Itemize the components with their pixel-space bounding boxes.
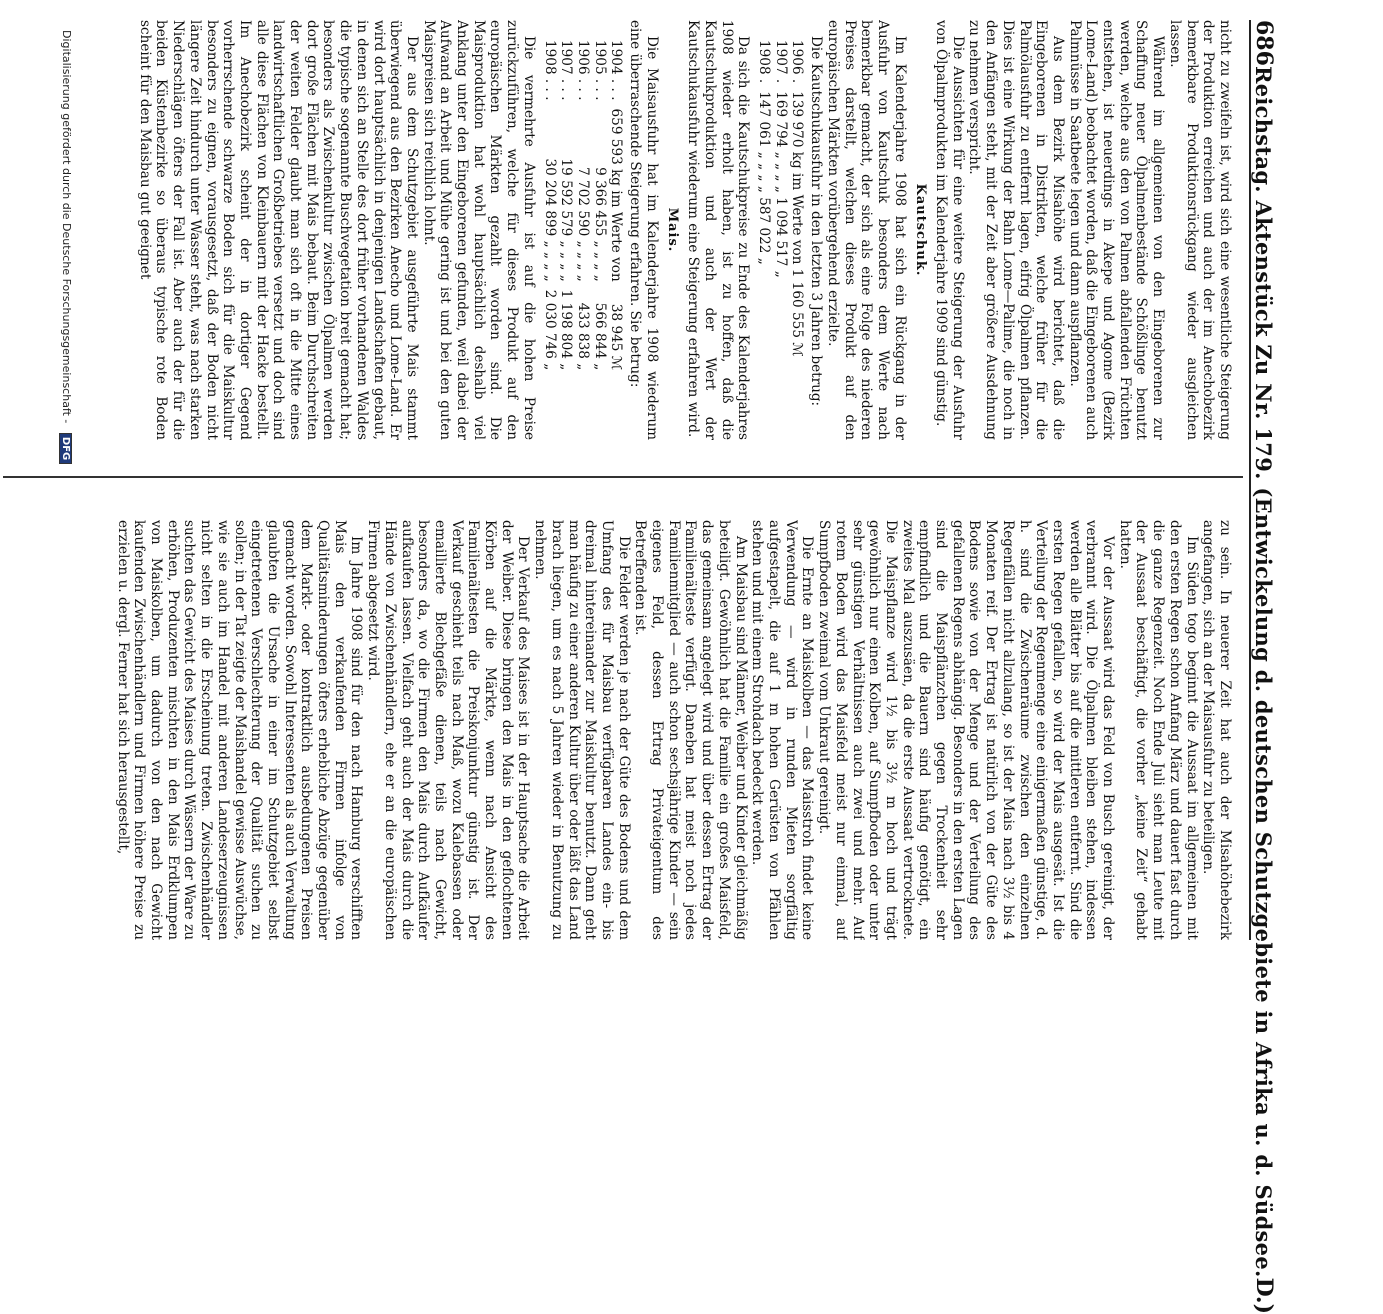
- page-title-suffix: D.): [1251, 1277, 1277, 1314]
- paragraph: Der Verkauf des Maises ist in der Hauptsache die Arbeit der Weiber. Diese bringen den Mais in den geflochtenen Körben auf die Märkte, wenn nach Ansicht des Familienältesten die Preiskonjunktur günstig ist. Der Verkauf geschieht teils nach Maß, wozu Kalebassen oder emaillierte Blechgefäße dienen, teils nach Gewicht, besonders da, wo die Firmen den Mais durch Aufkäufer aufkaufen lassen. Vielfach geht auch der Mais durch die Hände von Zwischenhändlern, ehe er an die europäischen Firmen abgesetzt wird.: [365, 520, 532, 940]
- paragraph: Aus dem Bezirk Misahöhe wird berichtet, daß die Eingeborenen in Distrikten, welche früher für die Palmölausfuhr zu entfernt lagen, eifrig Ölpalmen pflanzen. Dies ist eine Wirkung der Bahn Lome—Palime, die noch in den Anfängen steht, mit der Zeit aber größere Ausdehnung zu nehmen verspricht.: [966, 20, 1066, 440]
- table-cell: 1908 .: [756, 40, 773, 84]
- table-cell: 1 198 804 „: [558, 289, 575, 371]
- table-row: [755, 40, 772, 365]
- table-cell: 566 844 „: [591, 302, 608, 371]
- section-heading-rubber: Kautschuk.: [913, 183, 929, 277]
- table-cell: 139 970 kg im Werte von 1 160 555 ℳ: [789, 91, 806, 357]
- page-header: [1249, 20, 1291, 1314]
- paragraph: Da sich die Kautschukpreise zu Ende des Kalenderjahres 1908 wieder erholt haben, ist zu hoffen, daß die Kautschukproduktion und auch der Wert der Kautschukausfuhr wiederum eine Steigerung erfahren wird.: [685, 20, 752, 440]
- table-cell: 38 945 ℳ: [608, 303, 625, 371]
- table-cell: 30 204 899 „ „ „ „: [541, 158, 558, 282]
- table-row: [541, 40, 558, 378]
- paragraph: Der aus dem Schutzgebiet ausgeführte Mais stammt überwiegend aus den Bezirken Anecho und Lome-Land. Er wird dort hauptsächlich in denjenigen Landschaften gebaut, in denen sich an Stelle des dort früher vorhandenen Waldes die typische sogenannte Buschvegetation breit gemacht hat; besonders als Zwischenkultur zwischen Ölpalmen werden dort große Flächen mit Mais bebaut. Beim Durchschreiten der weiten Felder glaubt man sich oft in die Mitte eines landwirtschaftlichen Großbetriebes versetzt und doch sind alle diese Flächen von Kleinbauern mit der Hacke bestellt. Im Anechobezirk scheint der in dortiger Gegend vorherrschende schwarze Boden sich für die Maiskultur besonders zu eignen, vorausgesetzt, daß der Boden nicht längere Zeit hindurch unter Wasser steht, was nach starken Niederschlägen öfters der Fall ist. Aber auch der für die beiden Küstenbezirke so überaus typische rote Boden scheint für den Maisbau gut geeignet: [136, 20, 420, 440]
- column-divider: [3, 476, 1243, 478]
- paragraph: zu sein. In neuerer Zeit hat auch der Misahöhebezirk angefangen, sich an der Maisausfuhr zu beteiligen.: [1200, 520, 1233, 940]
- table-cell: 1908 . . .: [541, 40, 558, 101]
- table-cell: 19 592 579 „ „ „ „: [558, 158, 575, 282]
- paragraph: Die vermehrte Ausfuhr ist auf die hohen Preise zurückzuführen, welche für dieses Produkt auf den europäischen Märkten gezahlt worden sind. Die Maisproduktion hat wohl hauptsächlich deshalb viel Anklang unter den Eingeborenen gefunden, weil dabei der Aufwand an Arbeit und Mühe gering ist und bei den guten Maispreisen sich reichlich lohnt.: [420, 20, 537, 440]
- table-row: [591, 40, 608, 378]
- paragraph: Die Ernte an Maiskolben — das Maisstroh findet keine Verwendung — wird in runden Mieten sorgfältig aufgestapelt, die auf 1 m hohen Gerüsten von Pfählen stehen und mit einem Strohdach bedeckt werden.: [749, 520, 816, 940]
- page-number: 686: [1251, 20, 1277, 66]
- digitization-credit: [59, 30, 73, 980]
- paragraph: Die Aussichten für eine weitere Steigerung der Ausfuhr von Ölpalmprodukten im Kalenderjahre 1909 sind günstig.: [933, 20, 966, 440]
- paragraph: Die Maisausfuhr hat im Kalenderjahre 1908 wiederum eine überraschende Steigerung erfahren. Sie betrug:: [627, 20, 660, 440]
- paragraph: Die Kautschukausfuhr in den letzten 3 Jahren betrug:: [808, 36, 825, 407]
- paragraph: Vor der Aussaat wird das Feld von Busch gereinigt, der verbrannt wird. Die Ölpalmen bleiben stehen, indessen werden alle Blätter bis auf die mittleren entfernt. Sind die ersten Regen gefallen, so wird der Mais ausgesät. Ist die Verteilung der Regenmenge eine einigermaßen günstige, d. h. sind die Zwischenräume zwischen den einzelnen Regenfällen nicht allzulang, so ist der Mais nach 3½ bis 4 Monaten reif. Der Ertrag ist natürlich von der Güte des Bodens sowie von der Menge und der Verteilung des gefallenen Regens abhängig. Besonders in den ersten Lagen sind die Maispflänzchen gegen Trockenheit sehr empfindlich und die Bauern sind häufig genötigt, ein zweites Mal auszusäen, da die erste Aussaat vertrocknete. Die Maispflanze wird 1½ bis 3½ m hoch und trägt gewöhnlich nur einen Kolben, auf Sumpfboden oder unter sehr günstigen Verhältnissen auch zwei und mehr. Auf rotem Boden wird das Maisfeld meist nur einmal, auf Sumpfboden zweimal vom Unkraut gereinigt.: [816, 520, 1117, 940]
- table-row: [772, 40, 789, 365]
- table-cell: 147 061 „ „ „ „ 587 022 „: [756, 91, 773, 265]
- column-right: [0, 520, 1233, 940]
- table-row: [574, 40, 591, 378]
- table-row: [789, 40, 806, 365]
- table-cell: 1905 . . .: [591, 40, 608, 101]
- table-cell: 1907 . . .: [558, 40, 575, 101]
- paragraph: nicht zu zweifeln ist, wird sich eine wesentliche Steigerung der Produktion erreichen und auch der im Anechobezirk bemerkbare Produktionsrückgang wieder ausgleichen lassen.: [1166, 20, 1233, 440]
- section-heading-maize: Mais.: [665, 207, 681, 253]
- table-cell: 1906 .: [789, 40, 806, 84]
- table-cell: 1906 . . .: [574, 40, 591, 101]
- column-left: [0, 20, 1233, 440]
- paragraph: Im Jahre 1908 sind für den nach Hamburg verschifften Mais den verkaufenden Firmen infolge von Qualitätsminderungen öfters erhebliche Abzüge gegenüber dem Markt- oder kontraktlich ausbedungenen Preisen gemacht worden. Sowohl Interessenten als auch Verwaltung glaubten die Ursache in einer im Schutzgebiet selbst eingetretenen Verschlechterung der Qualität suchen zu sollen; in der Tat zeigte der Maishandel gewisse Auswüchse, wie sie auch im Handel mit anderen Landeserzeugnissen nicht selten in die Erscheinung treten. Zwischenhändler suchten das Gewicht des Maises durch Wässern der Ware zu erhöhen, Produzenten mischten in den Mais Erdklumpen von Maiskolben, um dadurch von den nach Gewicht kaufenden Zwischenhändlern und Firmen höhere Preise zu erzielen u. dergl. Ferner hat sich herausgestellt,: [114, 520, 365, 940]
- newspaper-page: [0, 20, 1383, 1314]
- page-title: Reichstag. Aktenstück Zu Nr. 179. (Entwickelung d. deutschen Schutzgebiete in Afrika u. d. Südsee.: [1251, 65, 1276, 1278]
- rubber-export-table: [755, 40, 805, 365]
- table-cell: 433 838 „: [574, 302, 591, 371]
- table-row: [558, 40, 575, 378]
- table-cell: 7 702 590 „ „ „ „: [574, 167, 591, 282]
- paragraph: Die Felder werden je nach der Güte des Bodens und dem Umfang des für Maisbau verfügbaren Landes ein- bis dreimal hintereinander zur Maiskultur benutzt. Dann geht man häufig zu einer anderen Kultur über oder läßt das Land brach liegen, um es nach 5 Jahren wieder in Benutzung zu nehmen.: [532, 520, 632, 940]
- paragraph: Während im allgemeinen von den Eingeborenen zur Schaffung neuer Ölpalmenbestände Schößlinge benutzt werden, welche aus den von Palmen abfallenden Früchten entstehen, ist neuerdings in Akepe und Agome (Bezirk Lome-Land) beobachtet worden, daß die Eingeborenen auch Palmnüsse in Saatbeete legen und dann auspflanzen.: [1066, 20, 1167, 440]
- table-row: [608, 40, 625, 378]
- dfg-logo: DFG: [59, 433, 72, 464]
- table-cell: 9 366 455 „ „ „ „: [591, 167, 608, 282]
- credit-text: Digitalisierung gefördert durch die Deutsche Forschungsgemeinschaft -: [60, 30, 73, 424]
- paragraph: Am Maisbau sind Männer, Weiber und Kinder gleichmäßig beteiligt. Gewöhnlich hat die Familie ein großes Maisfeld, das gemeinsam angelegt wird und über dessen Ertrag der Familienälteste verfügt. Daneben hat meist noch jedes Familienmitglied — auch schon sechsjährige Kinder — sein eigenes Feld, dessen Ertrag Privateigentum des Betreffenden ist.: [632, 520, 749, 940]
- table-cell: 659 593 kg im Werte von: [608, 108, 625, 282]
- table-cell: 1904 . . .: [608, 40, 625, 101]
- table-cell: 2 030 746 „: [541, 289, 558, 371]
- paragraph: Im Süden togo beginnt die Aussaat im allgemeinen mit den ersten Regen schon Anfang März und dauert fast durch die ganze Regenzeit. Noch Ende Juli sieht man Leute mit der Aussaat beschäftigt, die vorher „keine Zeit“ gehabt hatten.: [1116, 520, 1200, 940]
- maize-export-table: [541, 40, 625, 378]
- table-cell: 169 794 „ „ „ „ 1 094 517 „: [772, 91, 789, 278]
- paragraph: Im Kalenderjahre 1908 hat sich ein Rückgang in der Ausfuhr von Kautschuk besonders dem Werte nach bemerkbar gemacht, der sich als eine Folge des niederen Preises darstellt, welchen dieses Produkt auf den europäischen Märkten vorübergehend erzielte.: [824, 20, 908, 440]
- table-cell: 1907 .: [772, 40, 789, 84]
